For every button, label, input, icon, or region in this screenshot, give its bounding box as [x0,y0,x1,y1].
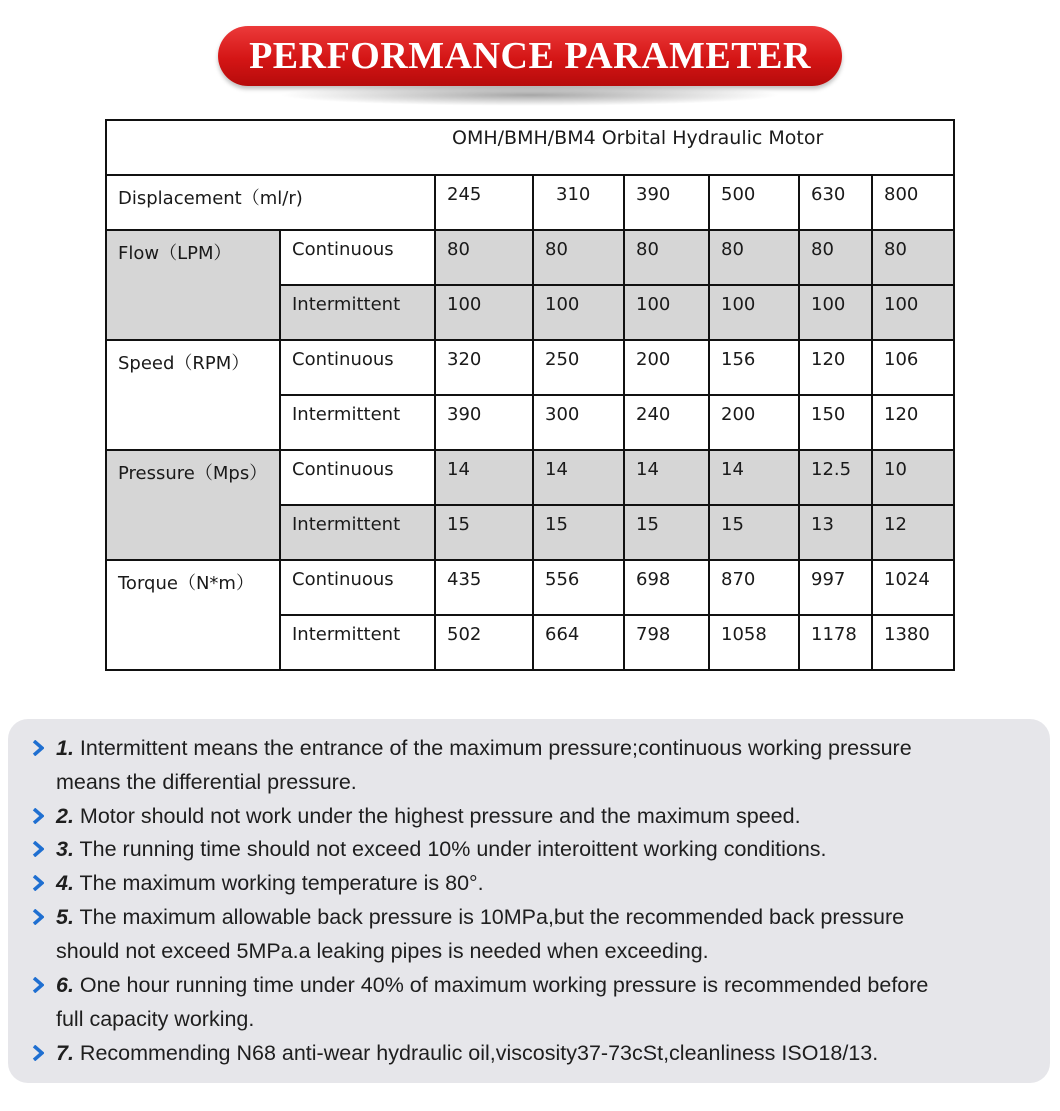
banner-pill [218,26,842,86]
sub-label: Continuous [280,450,435,505]
table-cell: 100 [872,285,954,340]
table-cell: 502 [435,615,533,670]
displacement-value: 245 [435,175,533,230]
note-text: Motor should not work under the highest pressure and the maximum speed. [79,804,801,828]
table-cell: 14 [435,450,533,505]
displacement-value: 390 [624,175,709,230]
table-cell: 120 [872,395,954,450]
table-cell: 150 [799,395,872,450]
note-text: The maximum working temperature is 80°. [79,871,484,895]
table-cell: 200 [709,395,799,450]
table-cell: 250 [533,340,624,395]
chevron-right-icon [32,909,44,925]
note-number: 6. [56,973,74,997]
displacement-value: 630 [799,175,872,230]
note-number: 4. [56,871,74,895]
displacement-value: 310 [533,175,624,230]
table-cell: 1178 [799,615,872,670]
note-text: The maximum allowable back pressure is 10MPa,but the recommended back pressure [79,905,905,929]
table-cell: 100 [435,285,533,340]
table-cell: 80 [872,230,954,285]
chevron-right-icon [32,740,44,756]
displacement-label: Displacement（ml/r) [106,175,435,230]
note-text: Intermittent means the entrance of the maximum pressure;continuous working pressure [79,736,912,760]
table-cell: 100 [799,285,872,340]
displacement-row [106,175,954,230]
sub-label: Continuous [280,340,435,395]
table-row [106,230,954,285]
chevron-right-icon [32,977,44,993]
table-cell: 870 [709,560,799,615]
table-cell: 320 [435,340,533,395]
chevron-right-icon [32,875,44,891]
table-cell: 80 [533,230,624,285]
note-text-cont: means the differential pressure. [56,770,357,794]
row-label-pressure: Pressure（Mps） [106,450,280,560]
table-cell: 664 [533,615,624,670]
chevron-right-icon [32,841,44,857]
chevron-right-icon [32,1045,44,1061]
table-row [106,560,954,615]
note-text-cont: full capacity working. [56,1007,255,1031]
row-label-flow: Flow（LPM） [106,230,280,340]
table-cell: 80 [799,230,872,285]
banner-shadow [278,84,782,106]
table-cell: 556 [533,560,624,615]
performance-table [105,119,955,671]
table-row [106,340,954,395]
table-cell: 200 [624,340,709,395]
note-number: 5. [56,905,74,929]
notes-panel [8,719,1050,1083]
table-cell: 10 [872,450,954,505]
displacement-value: 800 [872,175,954,230]
table-title-cell [106,120,954,175]
table-cell: 100 [709,285,799,340]
table-cell: 12.5 [799,450,872,505]
table-cell: 156 [709,340,799,395]
sub-label: Continuous [280,560,435,615]
sub-label: Intermittent [280,615,435,670]
table-cell: 80 [624,230,709,285]
table-cell: 15 [533,505,624,560]
row-label-torque: Torque（N*m） [106,560,280,670]
table-title: OMH/BMH/BM4 Orbital Hydraulic Motor [452,127,824,149]
table-cell: 80 [435,230,533,285]
sub-label: Continuous [280,230,435,285]
sub-label: Intermittent [280,395,435,450]
table-cell: 80 [709,230,799,285]
note-number: 1. [56,736,74,760]
note-text: Recommending N68 anti-wear hydraulic oil,viscosity37-73cSt,cleanliness ISO18/13. [79,1041,879,1065]
note-text: The running time should not exceed 10% under interoittent working conditions. [79,837,827,861]
note-number: 3. [56,837,74,861]
table-cell: 1024 [872,560,954,615]
table-cell: 100 [533,285,624,340]
displacement-value: 500 [709,175,799,230]
table-cell: 240 [624,395,709,450]
chevron-right-icon [32,808,44,824]
table-cell: 390 [435,395,533,450]
table-cell: 100 [624,285,709,340]
table-cell: 1380 [872,615,954,670]
note-number: 2. [56,804,74,828]
table-cell: 435 [435,560,533,615]
table-row [106,450,954,505]
table-cell: 1058 [709,615,799,670]
table-cell: 14 [624,450,709,505]
sub-label: Intermittent [280,285,435,340]
sub-label: Intermittent [280,505,435,560]
table-cell: 698 [624,560,709,615]
table-cell: 14 [709,450,799,505]
row-label-speed: Speed（RPM） [106,340,280,450]
note-text-cont: should not exceed 5MPa.a leaking pipes is needed when exceeding. [56,939,709,963]
table-cell: 15 [435,505,533,560]
table-cell: 13 [799,505,872,560]
title-banner [218,26,842,106]
note-text: One hour running time under 40% of maximum working pressure is recommended before [79,973,929,997]
table-cell: 120 [799,340,872,395]
table-cell: 15 [624,505,709,560]
table-cell: 14 [533,450,624,505]
table-title-row [106,120,954,175]
table-cell: 15 [709,505,799,560]
page-title: PERFORMANCE PARAMETER [249,35,811,77]
note-number: 7. [56,1041,74,1065]
table-cell: 12 [872,505,954,560]
table-cell: 300 [533,395,624,450]
table-cell: 106 [872,340,954,395]
table-cell: 798 [624,615,709,670]
table-cell: 997 [799,560,872,615]
